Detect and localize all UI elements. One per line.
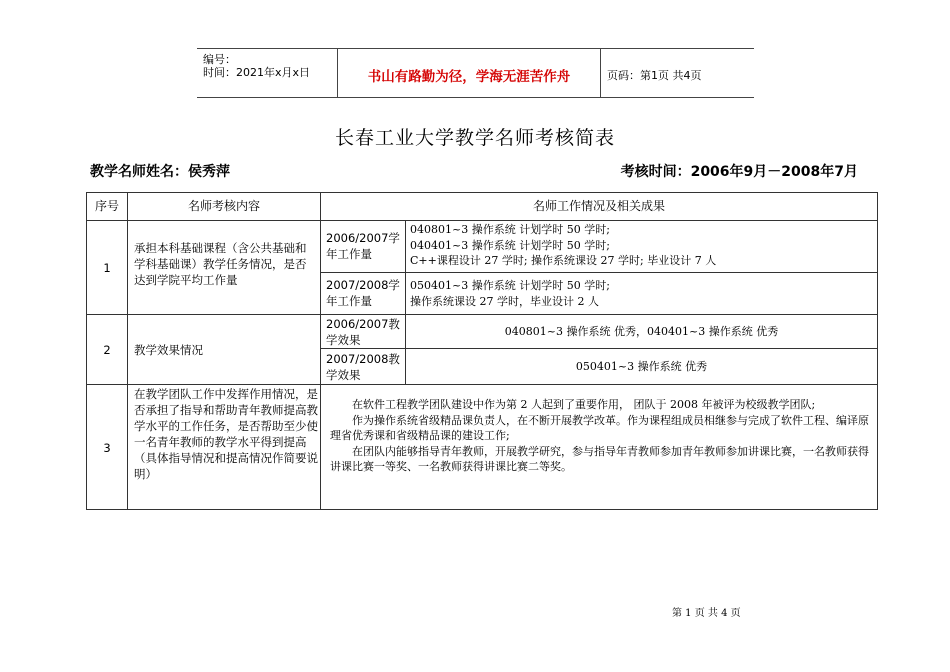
row-1-sub-1-label: 2006/2007学年工作量: [326, 231, 400, 261]
motto-text: 书山有路勤为径，学海无涯苦作舟: [367, 69, 571, 85]
row-2-sub-1-text: 040801~3 操作系统 优秀，040401~3 操作系统 优秀: [504, 325, 779, 338]
row-1-content: 承担本科基础课程（含公共基础和学科基础课）教学任务情况，是否达到学院平均工作量: [134, 241, 307, 287]
row-2-content: 教学效果情况: [134, 343, 203, 357]
document-title: 长春工业大学教学名师考核简表: [334, 127, 615, 149]
row-3-paragraph: 作为操作系统省级精品课负责人，在不断开展教学改革。作为课程组成员相继参与完成了软件工程、编译原理省优秀课和省级精品课的建设工作;: [330, 413, 869, 442]
teacher-name: 教学名师姓名：侯秀萍: [90, 164, 230, 180]
assessment-table: [86, 192, 878, 510]
header-results: 名师工作情况及相关成果: [532, 199, 665, 213]
assessment-period: 考核时间：2006年9月－2008年7月: [620, 164, 858, 180]
row-2-index: 2: [103, 343, 111, 357]
row-1-sub-1-details: [410, 222, 874, 269]
row-1-sub-1-line: C++课程设计 27 学时; 操作系统课设 27 学时; 毕业设计 7 人: [410, 254, 717, 267]
page-header: [197, 48, 754, 98]
header-page-cell: [601, 49, 754, 97]
row-1-sub-1-line: 040801~3 操作系统 计划学时 50 学时;: [410, 223, 610, 236]
row-1-sub-2-line: 050401~3 操作系统 计划学时 50 学时;: [410, 279, 610, 292]
row-2-sub-1-label: 2006/2007教学效果: [326, 317, 400, 347]
row-3-index: 3: [103, 441, 111, 455]
row-1-sub-2-label: 2007/2008学年工作量: [326, 278, 400, 308]
row-2-sub-2-text: 050401~3 操作系统 优秀: [575, 360, 708, 373]
document-time-label: 时间：2021年x月x日: [203, 66, 311, 79]
header-motto-cell: [338, 49, 601, 97]
header-page-info: 页码：第1页 共4页: [607, 69, 702, 82]
header-meta-cell: [197, 49, 338, 97]
row-2-sub-2-label: 2007/2008教学效果: [326, 352, 400, 382]
row-3-results: [330, 397, 872, 475]
row-3-paragraph: 在软件工程教学团队建设中作为第 2 人起到了重要作用， 团队于 2008 年被评为校级教学团队;: [352, 398, 816, 411]
row-1-sub-2-details: [410, 278, 874, 309]
header-content: 名师考核内容: [187, 199, 260, 213]
row-3-paragraph: 在团队内能够指导青年教师，开展教学研究，参与指导年青教师参加青年教师参加讲课比赛，一名教师获得讲课比赛一等奖、一名教师获得讲课比赛二等奖。: [330, 444, 869, 473]
footer-page-info: 第 1 页 共 4 页: [672, 608, 741, 619]
row-1-index: 1: [103, 261, 111, 275]
row-3-content: 在教学团队工作中发挥作用情况，是否承担了指导和帮助青年教师提高教学水平的工作任务，是否帮助至少使一名青年教师的教学水平得到提高（具体指导情况和提高情况作简要说明）: [134, 387, 318, 481]
document-number-label: 编号：: [203, 53, 236, 66]
row-1-sub-2-line: 操作系统课设 27 学时，毕业设计 2 人: [410, 294, 599, 308]
row-1-sub-1-line: 040401~3 操作系统 计划学时 50 学时;: [410, 238, 610, 252]
header-index: 序号: [94, 199, 119, 213]
